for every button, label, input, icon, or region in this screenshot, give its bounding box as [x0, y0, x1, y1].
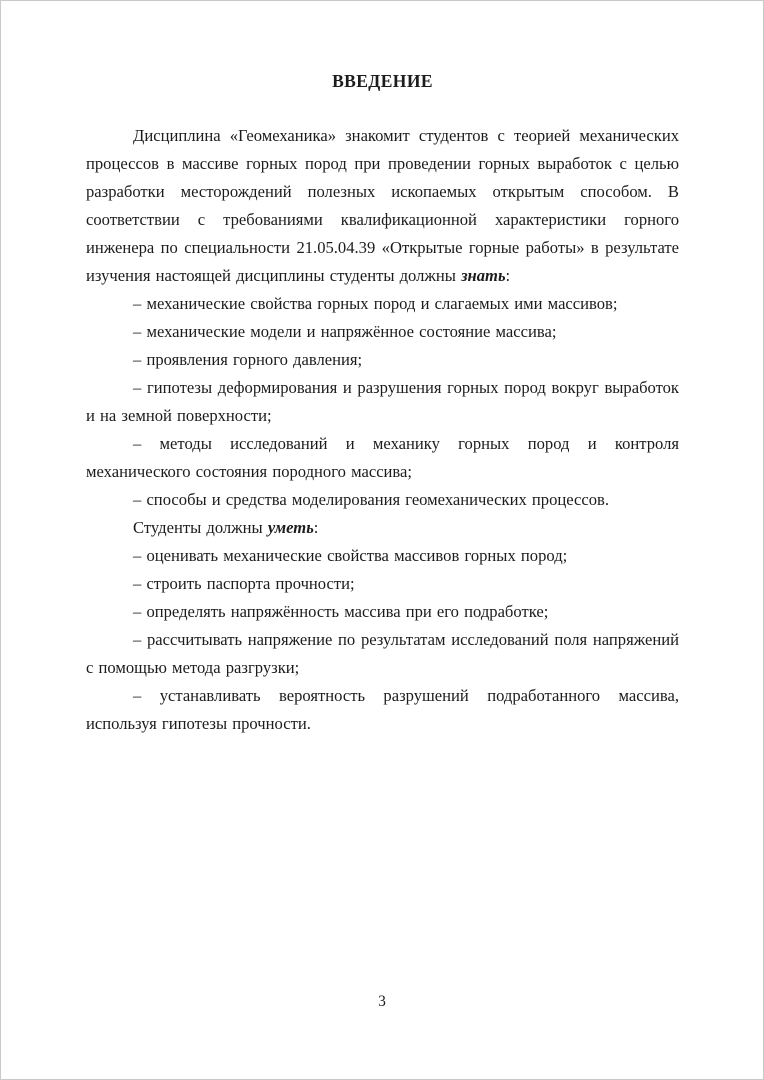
know-list-item: – механические свойства горных пород и слагаемых ими массивов;	[133, 294, 618, 313]
page-title: ВВЕДЕНИЕ	[332, 71, 433, 91]
able-lead-paragraph	[86, 514, 679, 542]
able-list-item: – строить паспорта прочности;	[133, 574, 355, 593]
page-number: 3	[378, 993, 386, 1010]
able-lead-emphasis-umet: уметь	[267, 518, 314, 537]
intro-text: Дисциплина «Геомеханика» знакомит студентов с теорией механических процессов в массиве горных пород при проведении горных выработок с целью разработки месторождений полезных ископаемых открытым способом. В соответствии с требованиями квалификационной характеристики горного инженера по специальности 21.05.04.39 «Открытые горные работы» в результате изучения настоящей дисциплины студенты должны	[86, 126, 679, 285]
able-list-item: – устанавливать вероятность разрушений подработанного массива, используя гипотезы прочности.	[86, 686, 679, 733]
intro-colon: :	[505, 266, 511, 285]
know-list-item: – методы исследований и механику горных пород и контроля механического состояния породного массива;	[86, 434, 679, 481]
able-lead-colon: :	[313, 518, 319, 537]
intro-emphasis-znat: знать	[461, 266, 506, 285]
know-list-item: – способы и средства моделирования геомеханических процессов.	[133, 490, 610, 509]
know-list-item: – механические модели и напряжённое состояние массива;	[133, 322, 557, 341]
able-list-item: – оценивать механические свойства массивов горных пород;	[133, 546, 568, 565]
able-list-item: – рассчитывать напряжение по результатам исследований поля напряжений с помощью метода разгрузки;	[86, 630, 679, 677]
know-list-item: – гипотезы деформирования и разрушения горных пород вокруг выработок и на земной поверхности;	[86, 378, 679, 425]
intro-paragraph	[86, 122, 679, 290]
able-list-item: – определять напряжённость массива при его подработке;	[133, 602, 549, 621]
know-list-item: – проявления горного давления;	[133, 350, 363, 369]
able-lead-text: Студенты должны	[133, 518, 268, 537]
